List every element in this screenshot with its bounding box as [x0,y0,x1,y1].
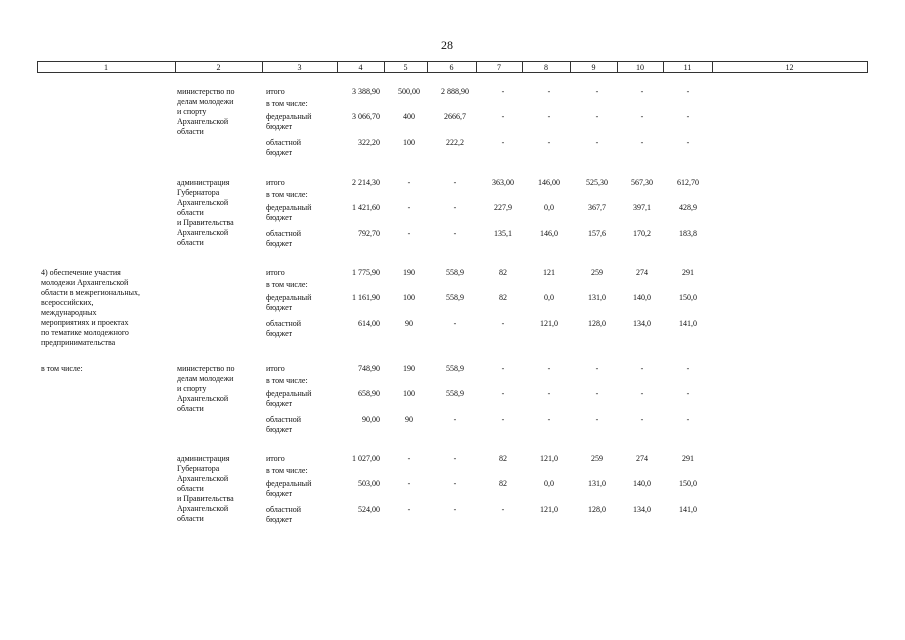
table-cell-value: - [547,389,551,398]
table-cell-value: 82 [499,293,507,302]
direction-text-line: в том числе: [41,364,83,373]
funding-source-label: итого [266,178,285,187]
table-cell-value: 90,00 [362,415,380,424]
table-cell-value: 1 161,90 [352,293,380,302]
table-cell-value: - [407,505,411,514]
table-cell-value: 612,70 [677,178,699,187]
table-cell-value: - [453,505,457,514]
direction-text-line: 4) обеспечение участия [41,268,121,277]
executor-org-line: и спорту [177,384,207,393]
funding-source-label: итого [266,364,285,373]
table-cell-value: 3 388,90 [352,87,380,96]
table-cell-value: - [595,138,599,147]
table-cell-value: 90 [405,415,413,424]
funding-source-label: бюджет [266,303,293,312]
table-cell-value: 121,0 [540,454,558,463]
funding-source-label: бюджет [266,122,293,131]
table-cell-value: - [595,415,599,424]
executor-org-line: области [177,208,204,217]
table-cell-value: 274 [636,268,648,277]
table-cell-value: - [686,389,690,398]
direction-text-line: молодежи Архангельской [41,278,129,287]
table-cell-value: 363,00 [492,178,514,187]
executor-org-line: Губернатора [177,464,220,473]
table-cell-value: 792,70 [358,229,380,238]
table-cell-value: - [501,112,505,121]
table-cell-value: 2666,7 [444,112,466,121]
executor-org-line: и Правительства [177,494,234,503]
table-cell-value: - [595,389,599,398]
table-cell-value: 183,8 [679,229,697,238]
executor-org-line: Архангельской [177,117,229,126]
executor-org-line: делам молодежи [177,374,234,383]
table-cell-value: - [595,112,599,121]
table-cell-value: - [501,319,505,328]
table-cell-value: 558,9 [446,268,464,277]
funding-source-label: в том числе: [266,280,308,289]
table-cell-value: 2 888,90 [441,87,469,96]
funding-source-label: областной [266,229,302,238]
table-cell-value: 748,90 [358,364,380,373]
funding-source-label: федеральный [266,479,312,488]
header-column-number: 2 [216,63,221,72]
direction-text-line: мероприятиях и проектах [41,318,129,327]
table-cell-value: 82 [499,479,507,488]
funding-source-label: бюджет [266,329,293,338]
executor-org-line: администрация [177,178,230,187]
executor-org-line: и спорту [177,107,207,116]
table-cell-value: 90 [405,319,413,328]
table-cell-value: - [501,87,505,96]
header-column-number: 1 [104,63,108,72]
executor-org-line: и Правительства [177,218,234,227]
table-cell-value: 222,2 [446,138,464,147]
table-cell-value: - [686,112,690,121]
table-cell-value: 150,0 [679,293,697,302]
table-cell-value: - [407,479,411,488]
table-cell-value: 82 [499,268,507,277]
table-cell-value: 558,9 [446,293,464,302]
table-cell-value: 134,0 [633,319,651,328]
table-cell-value: 400 [403,112,415,121]
table-cell-value: 567,30 [631,178,653,187]
executor-org-line: Архангельской [177,474,229,483]
table-cell-value: - [686,364,690,373]
table-cell-value: 614,00 [358,319,380,328]
table-cell-value: - [501,364,505,373]
table-cell-value: 1 775,90 [352,268,380,277]
table-cell-value: 128,0 [588,319,606,328]
table-cell-value: 259 [591,268,603,277]
table-cell-value: - [407,454,411,463]
executor-org-line: области [177,127,204,136]
table-cell-value: 82 [499,454,507,463]
table-cell-value: 1 027,00 [352,454,380,463]
table-cell-value: 2 214,30 [352,178,380,187]
table-cell-value: - [686,415,690,424]
table-cell-value: 100 [403,138,415,147]
table-cell-value: 150,0 [679,479,697,488]
table-cell-value: 121,0 [540,505,558,514]
executor-org-line: Архангельской [177,394,229,403]
table-cell-value: 397,1 [633,203,651,212]
funding-source-label: в том числе: [266,99,308,108]
header-column-number: 7 [497,63,501,72]
funding-source-label: областной [266,138,302,147]
table-cell-value: 190 [403,268,415,277]
funding-source-label: в том числе: [266,376,308,385]
table-cell-value: 525,30 [586,178,608,187]
table-cell-value: - [640,364,644,373]
table-cell-value: - [453,479,457,488]
table-cell-value: - [453,415,457,424]
executor-org-line: Архангельской [177,504,229,513]
header-column-number: 11 [683,63,692,72]
table-cell-value: - [407,178,411,187]
table-cell-value: 170,2 [633,229,651,238]
header-column-number: 12 [785,63,794,72]
table-cell-value: - [547,415,551,424]
funding-source-label: бюджет [266,239,293,248]
table-cell-value: 227,9 [494,203,512,212]
table-cell-value: - [686,87,690,96]
executor-org-line: области [177,514,204,523]
table-cell-value: 100 [403,293,415,302]
table-cell-value: - [686,138,690,147]
funding-source-label: федеральный [266,112,312,121]
table-cell-value: - [453,178,457,187]
funding-source-label: бюджет [266,213,293,222]
funding-source-label: итого [266,268,285,277]
funding-source-label: областной [266,505,302,514]
table-cell-value: 524,00 [358,505,380,514]
header-column-number: 8 [544,63,548,72]
table-cell-value: - [453,319,457,328]
table-cell-value: 291 [682,268,694,277]
table-cell-value: 140,0 [633,479,651,488]
table-cell-value: 146,00 [538,178,560,187]
table-cell-value: 558,9 [446,364,464,373]
table-cell-value: 558,9 [446,389,464,398]
table-cell-value: 146,0 [540,229,558,238]
header-column-number: 5 [403,63,408,72]
executor-org-line: Архангельской [177,198,229,207]
table-cell-value: 0,0 [544,293,554,302]
funding-source-label: бюджет [266,425,293,434]
direction-text-line: международных [41,308,97,317]
funding-source-label: федеральный [266,293,312,302]
header-bottom-rule [37,72,867,73]
table-cell-value: 131,0 [588,293,606,302]
table-cell-value: - [407,229,411,238]
table-cell-value: 322,20 [358,138,380,147]
table-cell-value: - [640,415,644,424]
table-cell-value: - [453,229,457,238]
header-column-number: 4 [358,63,363,72]
funding-source-label: федеральный [266,203,312,212]
funding-source-label: областной [266,319,302,328]
table-cell-value: - [453,203,457,212]
table-cell-value: - [501,138,505,147]
page-number: 28 [441,38,453,52]
table-cell-value: 134,0 [633,505,651,514]
table-cell-value: 131,0 [588,479,606,488]
executor-org-line: области [177,484,204,493]
direction-text-line: по тематике молодежного [41,328,129,337]
table-cell-value: 128,0 [588,505,606,514]
executor-org-line: области [177,238,204,247]
header-top-rule [37,61,867,62]
table-cell-value: 100 [403,389,415,398]
table-cell-value: 0,0 [544,203,554,212]
executor-org-line: министерство по [177,87,235,96]
header-column-number: 6 [449,63,454,72]
table-cell-value: - [640,87,644,96]
table-cell-value: - [547,138,551,147]
table-cell-value: - [640,389,644,398]
table-cell-value: 503,00 [358,479,380,488]
table-cell-value: 259 [591,454,603,463]
header-column-rule [867,61,868,73]
executor-org-line: делам молодежи [177,97,234,106]
table-cell-value: - [501,415,505,424]
table-cell-value: - [640,138,644,147]
table-cell-value: 3 066,70 [352,112,380,121]
funding-source-label: бюджет [266,148,293,157]
table-cell-value: 190 [403,364,415,373]
table-cell-value: - [453,454,457,463]
table-cell-value: 157,6 [588,229,606,238]
table-cell-value: - [640,112,644,121]
table-cell-value: - [407,203,411,212]
table-cell-value: - [547,87,551,96]
table-cell-value: - [547,364,551,373]
table-cell-value: 140,0 [633,293,651,302]
table-cell-value: 121 [543,268,555,277]
executor-org-line: администрация [177,454,230,463]
direction-text-line: всероссийских, [41,298,94,307]
direction-text-line: предпринимательства [41,338,116,347]
funding-source-label: в том числе: [266,190,308,199]
table-cell-value: 121,0 [540,319,558,328]
executor-org-line: Губернатора [177,188,220,197]
direction-text-line: области в межрегиональных, [41,288,140,297]
table-cell-value: - [595,87,599,96]
header-column-number: 3 [297,63,302,72]
table-cell-value: 500,00 [398,87,420,96]
funding-source-label: в том числе: [266,466,308,475]
table-cell-value: - [501,505,505,514]
table-cell-value: 1 421,60 [352,203,380,212]
table-cell-value: 428,9 [679,203,697,212]
table-cell-value: 291 [682,454,694,463]
table-cell-value: - [547,112,551,121]
table-cell-value: - [595,364,599,373]
header-column-number: 10 [636,63,644,72]
table-cell-value: - [501,389,505,398]
table-cell-value: 367,7 [588,203,606,212]
table-cell-value: 141,0 [679,505,697,514]
funding-source-label: бюджет [266,515,293,524]
funding-source-label: бюджет [266,489,293,498]
funding-source-label: бюджет [266,399,293,408]
funding-source-label: федеральный [266,389,312,398]
header-column-number: 9 [591,63,596,72]
executor-org-line: Архангельской [177,228,229,237]
executor-org-line: области [177,404,204,413]
table-cell-value: 658,90 [358,389,380,398]
funding-source-label: областной [266,415,302,424]
funding-source-label: итого [266,87,285,96]
table-cell-value: 135,1 [494,229,512,238]
executor-org-line: министерство по [177,364,235,373]
table-cell-value: 274 [636,454,648,463]
table-cell-value: 0,0 [544,479,554,488]
table-cell-value: 141,0 [679,319,697,328]
funding-source-label: итого [266,454,285,463]
